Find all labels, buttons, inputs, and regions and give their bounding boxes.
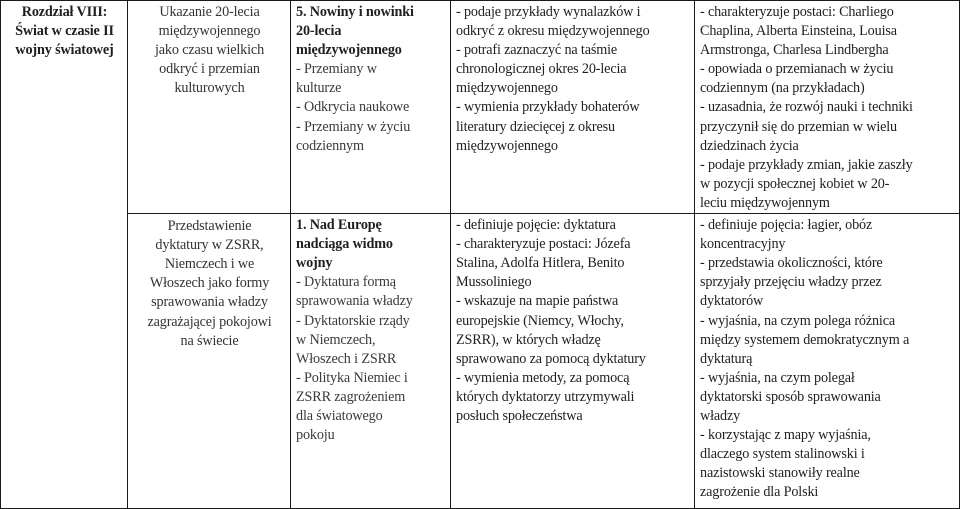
requirement-line: dyktatorski sposób sprawowania [700,388,881,405]
requirement-line: - charakteryzuje postaci: Józefa [456,236,631,253]
requirement-line: międzywojennego [456,137,558,154]
requirement-line: dziedzinach życia [700,137,799,154]
chapter-title-line: Świat w czasie II [15,23,114,40]
requirement-line: Chaplina, Alberta Einsteina, Louisa [700,23,897,40]
requirement-line: - wskazuje na mapie państwa [456,293,619,310]
requirement-line: Stalina, Adolfa Hitlera, Benito [456,255,625,272]
lesson-cell [291,1,451,214]
topic-line: na świecie [180,332,239,349]
requirement-line: przyczynił się do przemian w wielu [700,118,898,135]
requirement-line: - charakteryzuje postaci: Charliego [700,4,894,20]
lesson-heading-line: nadciąga widmo [296,236,393,253]
requirement-line: międzywojennego [456,80,558,97]
requirement-line: Mussoliniego [456,274,532,291]
topic-cell [128,214,291,509]
requirement-line: w pozycji społecznej kobiet w 20- [700,175,890,192]
requirement-line: - korzystając z mapy wyjaśnia, [700,427,871,444]
lesson-point-line: pokoju [296,427,335,444]
requirement-line: - potrafi zaznaczyć na taśmie [456,42,618,59]
requirement-line: dyktatorów [700,293,764,310]
requirement-line: literatury dziecięcej z okresu [456,118,615,135]
topic-line: jako czasu wielkich [154,42,265,59]
topic-line: dyktatury w ZSRR, [155,237,264,254]
lesson-point-line: w Niemczech, [296,331,376,348]
basic-requirements-cell [451,1,695,214]
extended-requirements-cell [695,214,960,509]
requirement-line: - podaje przykłady zmian, jakie zaszły [700,156,913,173]
lesson-point-line: - Dyktatura formą [296,274,396,291]
requirement-line: - definiuje pojęcie: dyktatura [456,217,616,234]
requirement-line: leciu międzywojennym [700,194,830,211]
lesson-heading-line: 1. Nad Europę [296,217,382,234]
requirement-line: dlaczego system stalinowski i [700,446,865,463]
lesson-point-line: - Odkrycia naukowe [296,99,410,116]
requirement-line: - przedstawia okoliczności, które [700,255,883,272]
lesson-point-line: ZSRR zagrożeniem [296,388,406,405]
requirement-line: zagrożenie dla Polski [700,484,819,501]
chapter-title-cell [1,1,128,509]
topic-line: odkryć i przemian [159,61,260,78]
requirement-line: sprawowano za pomocą dyktatury [456,350,646,367]
requirement-line: - podaje przykłady wynalazków i [456,4,641,20]
requirement-line: władzy [700,407,741,424]
topic-line: Niemczech i we [164,256,255,273]
topic-line: Ukazanie 20-lecia [159,4,260,20]
requirement-line: których dyktatorzy utrzymywali [456,388,635,405]
requirement-line: posłuch społeczeństwa [456,407,583,424]
lesson-point-line: dla światowego [296,407,383,424]
lesson-cell [291,214,451,509]
topic-cell [128,1,291,214]
requirement-line: Armstronga, Charlesa Lindbergha [700,42,889,59]
table-row [1,214,960,509]
requirement-line: sprzyjały przejęciu władzy przez [700,274,882,291]
requirement-line: między systemem demokratycznym a [700,331,910,348]
requirement-line: - uzasadnia, że rozwój nauki i techniki [700,99,913,116]
chapter-title-line: Rozdział VIII: [21,4,108,20]
lesson-point-line: - Polityka Niemiec i [296,369,408,386]
topic-line: sprawowania władzy [151,294,268,311]
topic-line: zagrażającej pokojowi [147,313,272,330]
topic-line: Włoszech jako formy [149,275,270,292]
basic-requirements-cell [451,214,695,509]
requirement-line: codziennym (na przykładach) [700,80,865,97]
topic-line: Przedstawienie [167,218,252,235]
requirement-line: - wymienia metody, za pomocą [456,369,630,386]
lesson-point-line: - Przemiany w [296,61,377,78]
topic-line: kulturowych [174,80,245,97]
requirement-line: nazistowski stanowiły realne [700,465,860,482]
chapter-title-line: wojny światowej [15,42,114,59]
lesson-point-line: Włoszech i ZSRR [296,350,397,367]
requirement-line: - wymienia przykłady bohaterów [456,99,640,116]
lesson-point-line: codziennym [296,137,364,154]
requirement-line: odkryć z okresu międzywojennego [456,23,650,40]
requirement-line: koncentracyjny [700,236,786,253]
requirement-line: - wyjaśnia, na czym polega różnica [700,312,896,329]
lesson-heading-line: wojny [296,255,333,272]
requirement-line: - opowiada o przemianach w życiu [700,61,894,78]
topic-line: międzywojennego [158,23,261,40]
extended-requirements-cell [695,1,960,214]
lesson-point-line: sprawowania władzy [296,293,413,310]
lesson-point-line: - Dyktatorskie rządy [296,312,410,329]
requirement-line: ZSRR), w których władzę [456,331,601,348]
lesson-heading-line: międzywojennego [296,42,402,59]
requirement-line: chronologicznej okres 20-lecia [456,61,627,78]
requirement-line: - wyjaśnia, na czym polegał [700,369,855,386]
requirement-line: europejskie (Niemcy, Włochy, [456,312,624,329]
lesson-point-line: - Przemiany w życiu [296,118,411,135]
lesson-heading-line: 20-lecia [296,23,342,40]
requirement-line: dyktaturą [700,350,753,367]
lesson-heading-line: 5. Nowiny i nowinki [296,4,414,20]
table-row [1,1,960,214]
lesson-point-line: kulturze [296,80,342,97]
requirement-line: - definiuje pojęcia: łagier, obóz [700,217,873,234]
